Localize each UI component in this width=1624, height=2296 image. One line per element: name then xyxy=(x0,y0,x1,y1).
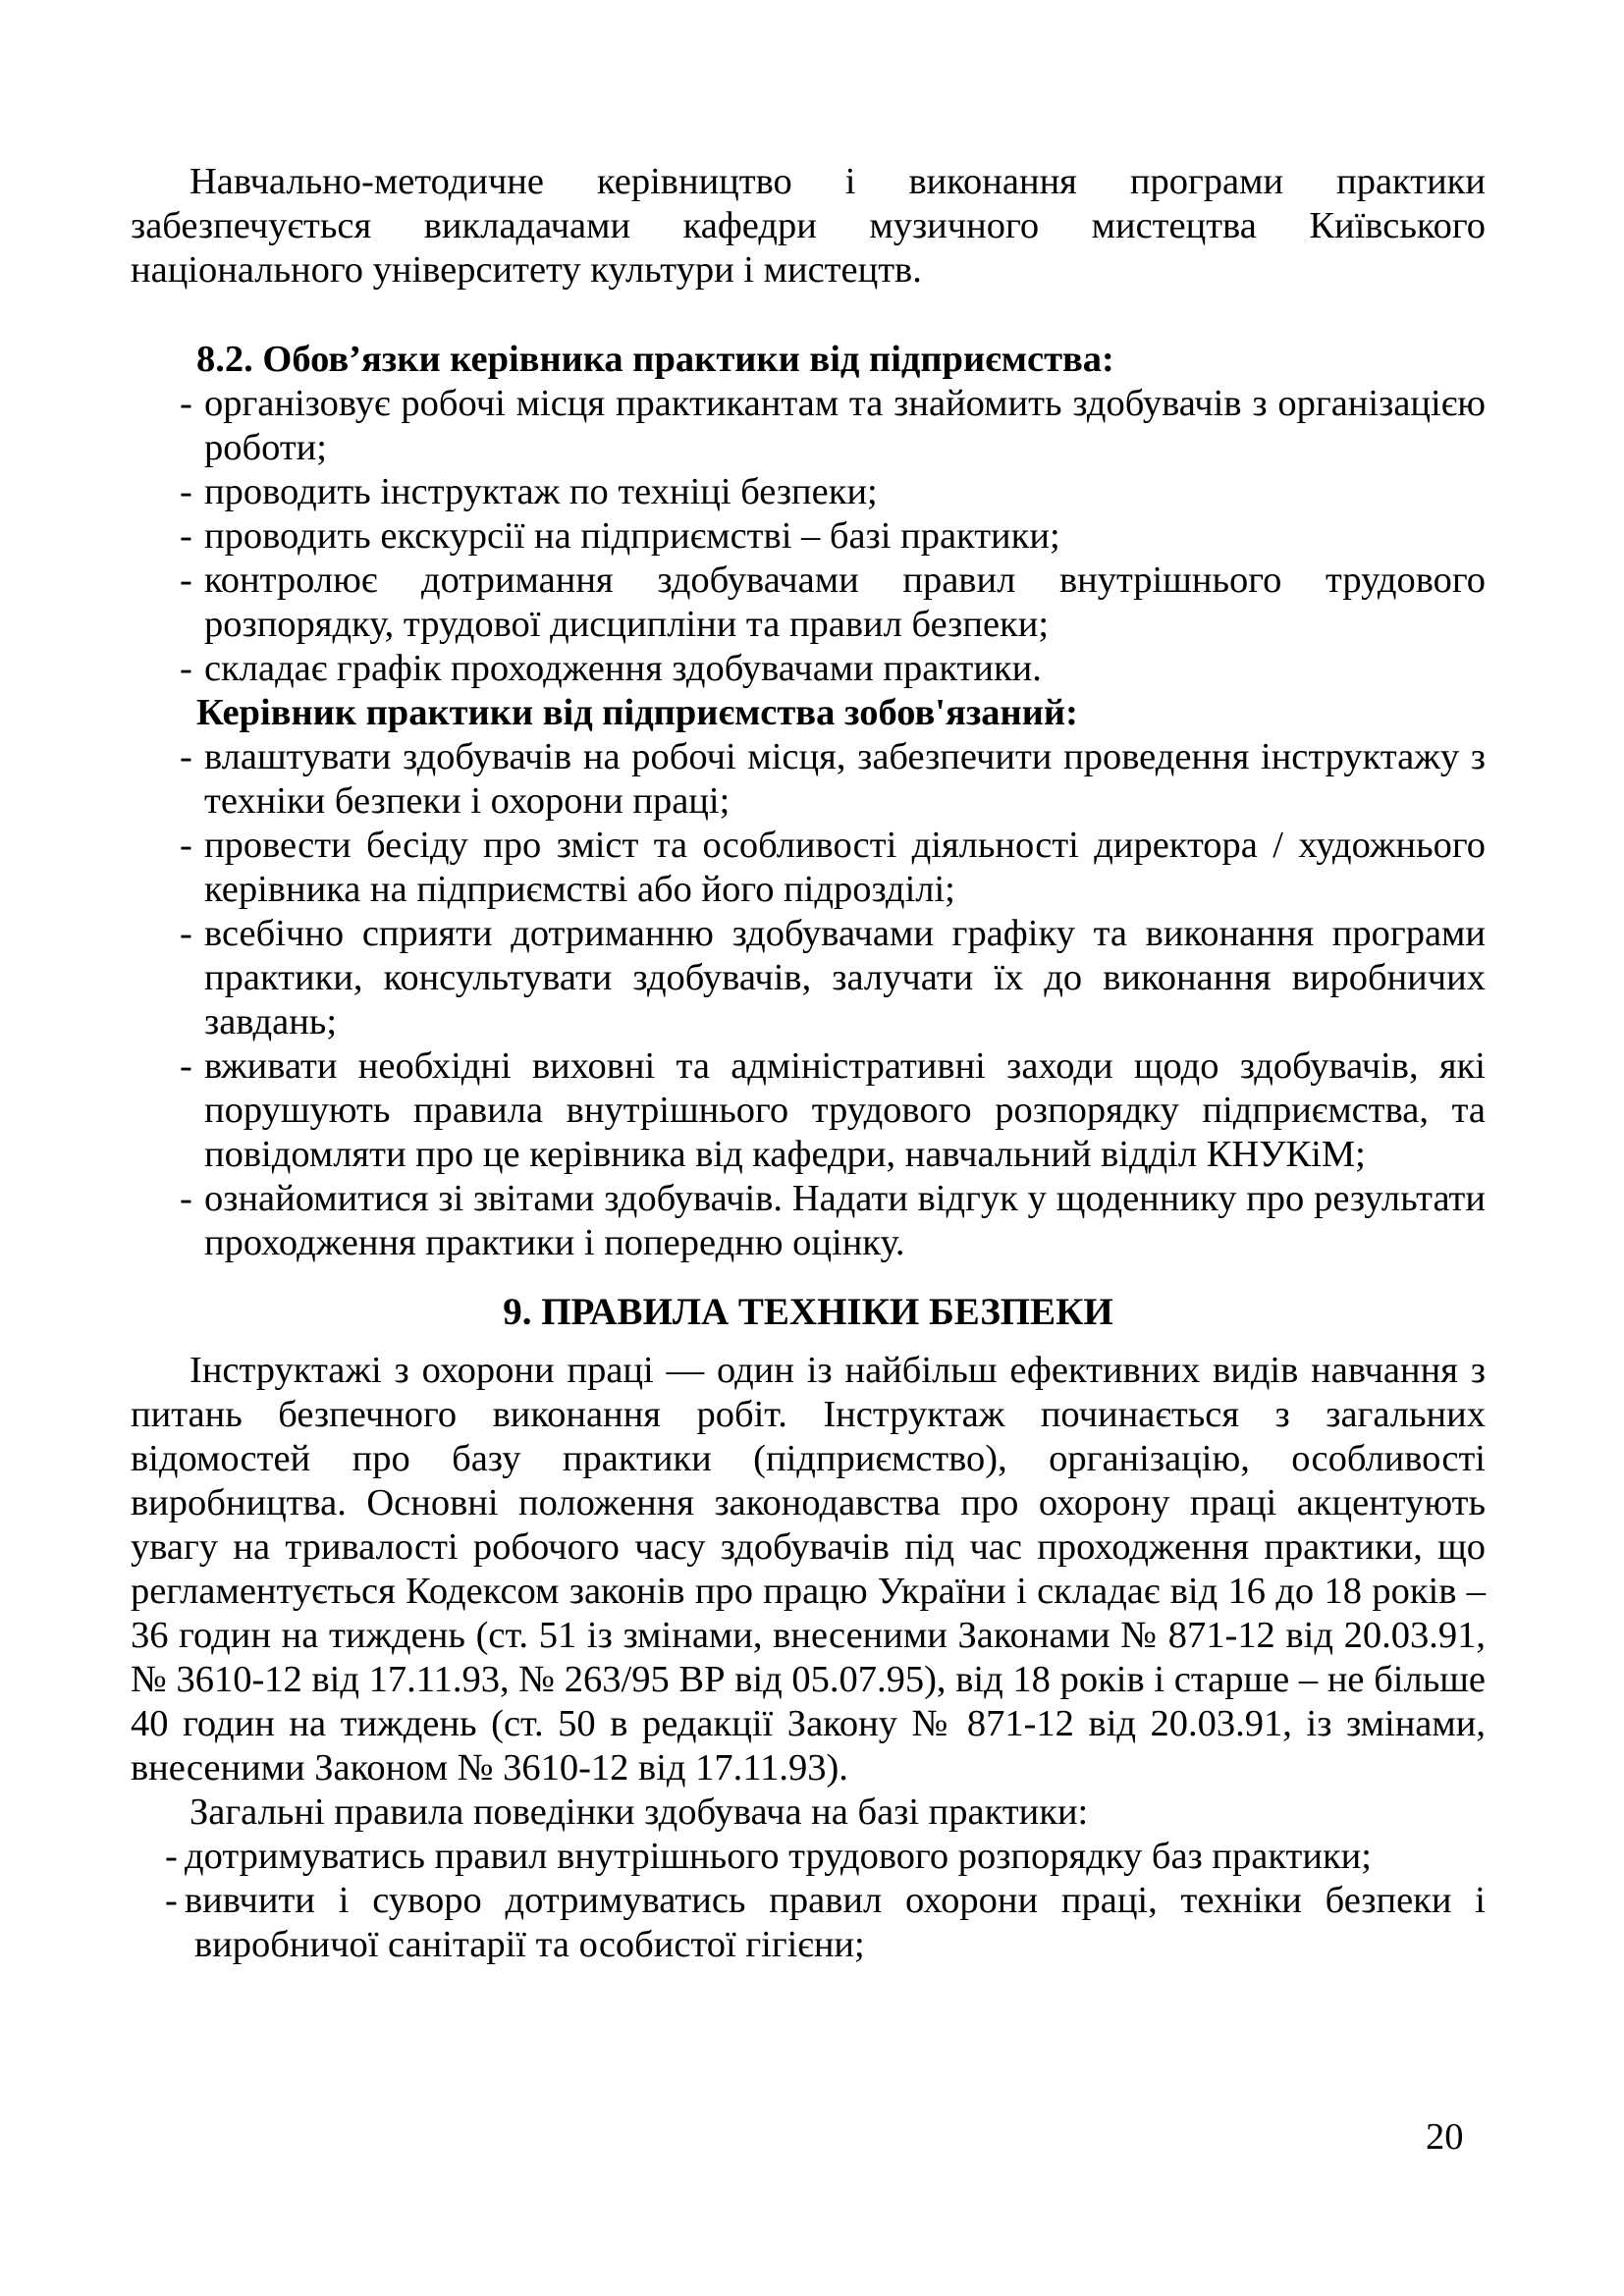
general-rules-intro: Загальні правила поведінки здобувача на базі практики: xyxy=(189,1791,1089,1833)
dash-bullet: - xyxy=(180,825,192,866)
list-item xyxy=(131,382,1486,470)
list-item-text: вивчити і суворо дотримуватись правил охорони праці, техніки безпеки і виробничої санітарії та особистої гігієни; xyxy=(185,1880,1486,1965)
list-item-text: всебічно сприяти дотриманню здобувачами графіку та виконання програми практики, консультувати здобувачів, залучати їх до виконання виробничих завдань; xyxy=(204,913,1486,1042)
dash-bullet: - xyxy=(165,1836,178,1877)
supervisor-obligations-list xyxy=(131,735,1486,1265)
list-item-text: організовує робочі місця практикантам та знайомить здобувачів з організацією роботи; xyxy=(204,383,1486,468)
dash-bullet: - xyxy=(165,1880,178,1921)
supervisor-obligations-heading: Керівник практики від підприємства зобов'язаний: xyxy=(196,692,1078,733)
page-content xyxy=(131,160,1486,1967)
dash-bullet: - xyxy=(180,913,192,954)
list-item-text: вживати необхідні виховні та адміністративні заходи щодо здобувачів, які порушують правила внутрішнього трудового розпорядку підприємства, та повідомляти про це керівника від кафедри, навчальний відділ КНУКіМ; xyxy=(204,1045,1486,1175)
dash-bullet: - xyxy=(180,515,192,557)
list-item xyxy=(131,514,1486,559)
list-item xyxy=(131,559,1486,647)
dash-bullet: - xyxy=(180,1045,192,1087)
general-rules-list xyxy=(131,1835,1486,1967)
dash-bullet: - xyxy=(180,560,192,601)
dash-bullet: - xyxy=(180,383,192,424)
list-item-text: ознайомитися зі звітами здобувачів. Надати відгук у щоденнику про результати проходження практики і попередню оцінку. xyxy=(204,1178,1486,1263)
list-item xyxy=(131,1835,1486,1879)
dash-bullet: - xyxy=(180,648,192,689)
intro-paragraph: Навчально-методичне керівництво і виконання програми практики забезпечується викладачами кафедри музичного мистецтва Київського національного університету культури і мистецтв. xyxy=(131,161,1486,291)
section-8-2-heading: 8.2. Обов’язки керівника практики від підприємства: xyxy=(196,339,1114,380)
dash-bullet: - xyxy=(180,1178,192,1219)
list-item-text: проводить екскурсії на підприємстві – базі практики; xyxy=(204,515,1060,557)
company-supervisor-duties-list xyxy=(131,382,1486,691)
list-item-text: складає графік проходження здобувачами практики. xyxy=(204,648,1042,689)
list-item xyxy=(131,470,1486,514)
dash-bullet: - xyxy=(180,736,192,777)
list-item xyxy=(131,735,1486,824)
list-item-text: контролює дотримання здобувачами правил внутрішнього трудового розпорядку, трудової дисципліни та правил безпеки; xyxy=(204,560,1486,645)
page-number: 20 xyxy=(1426,2116,1464,2158)
list-item xyxy=(131,1879,1486,1967)
safety-rules-paragraph: Інструктажі з охорони праці — один із найбільш ефективних видів навчання з питань безпечного виконання робіт. Інструктаж починається з загальних відомостей про базу практики (підприємство), організацію, особливості виробництва. Основні положення законодавства про охорону праці акцентують увагу на тривалості робочого часу здобувачів під час проходження практики, що регламентується Кодексом законів про працю України і складає від 16 до 18 років – 36 годин на тиждень (ст. 51 із змінами, внесеними Законами № 871-12 від 20.03.91, № 3610-12 від 17.11.93, № 263/95 ВР від 05.07.95), від 18 років і старше – не більше 40 годин на тиждень (ст. 50 в редакції Закону № 871-12 від 20.03.91, із змінами, внесеними Законом № 3610-12 від 17.11.93). xyxy=(131,1350,1486,1789)
section-9-heading: 9. ПРАВИЛА ТЕХНІКИ БЕЗПЕКИ xyxy=(503,1291,1113,1333)
list-item xyxy=(131,824,1486,912)
list-item-text: дотримуватись правил внутрішнього трудового розпорядку баз практики; xyxy=(185,1836,1372,1877)
list-item-text: провести бесіду про зміст та особливості діяльності директора / художнього керівника на підприємстві або його підрозділі; xyxy=(204,825,1486,910)
list-item xyxy=(131,1177,1486,1265)
list-item xyxy=(131,912,1486,1044)
list-item-text: проводить інструктаж по техніці безпеки; xyxy=(204,471,878,512)
list-item xyxy=(131,1044,1486,1177)
list-item xyxy=(131,647,1486,691)
dash-bullet: - xyxy=(180,471,192,512)
list-item-text: влаштувати здобувачів на робочі місця, забезпечити проведення інструктажу з техніки безпеки і охорони праці; xyxy=(204,736,1486,822)
